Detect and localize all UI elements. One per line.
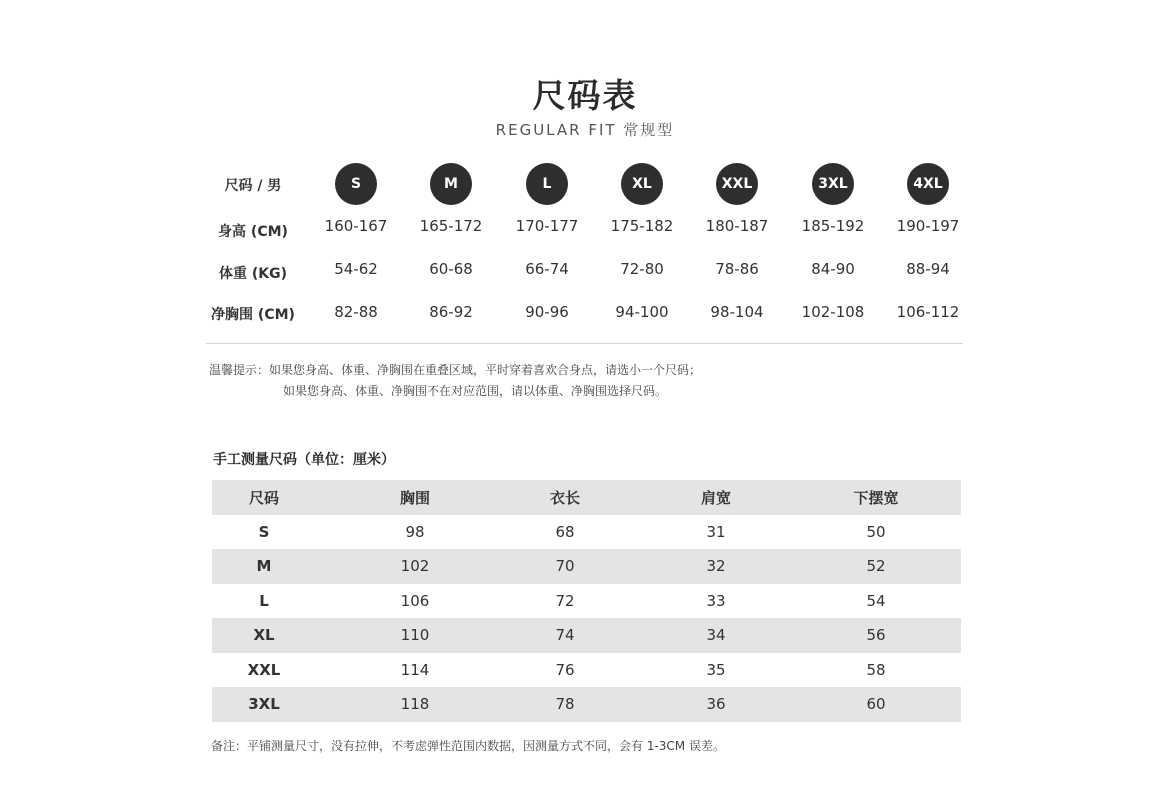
chest-value: 86-92 xyxy=(429,303,473,321)
row-label-chest: 净胸围 (CM) xyxy=(211,307,295,323)
table-header-cell: 下摆宽 xyxy=(853,488,899,507)
chest-value: 102-108 xyxy=(801,303,865,321)
table-cell: M xyxy=(256,557,272,576)
table-row xyxy=(212,549,961,584)
table-cell: 54 xyxy=(866,591,886,610)
page-title: 尺码表 xyxy=(532,76,638,115)
chest-value: 106-112 xyxy=(896,303,960,321)
table-cell: 52 xyxy=(866,557,886,576)
size-badge: XL xyxy=(621,163,663,205)
table-row xyxy=(212,618,961,653)
table-cell: 68 xyxy=(555,522,575,541)
table-row xyxy=(212,687,961,722)
table-cell: 56 xyxy=(866,626,886,645)
row-label-height: 身高 (CM) xyxy=(218,224,288,240)
row-label-weight: 体重 (KG) xyxy=(218,266,287,282)
chest-value: 98-104 xyxy=(710,303,764,321)
weight-value: 66-74 xyxy=(525,260,569,278)
table-cell: 31 xyxy=(706,522,726,541)
chest-value: 82-88 xyxy=(334,303,378,321)
weight-value: 54-62 xyxy=(334,260,378,278)
weight-value: 78-86 xyxy=(715,260,759,278)
height-value: 160-167 xyxy=(324,217,388,235)
table-cell: 60 xyxy=(866,695,886,714)
table-header-cell: 肩宽 xyxy=(700,488,731,507)
table-cell: 33 xyxy=(706,591,726,610)
footnote: 备注：平铺测量尺寸，没有拉伸，不考虑弹性范围内数据，因测量方式不同，会有 1-3CM 误差。 xyxy=(211,739,725,753)
table-cell: S xyxy=(258,522,270,541)
weight-value: 60-68 xyxy=(429,260,473,278)
table-cell: 106 xyxy=(400,591,430,610)
height-value: 175-182 xyxy=(610,217,674,235)
size-header-label: 尺码 / 男 xyxy=(224,178,282,194)
table-cell: 102 xyxy=(400,557,430,576)
table-cell: 32 xyxy=(706,557,726,576)
table-row xyxy=(212,584,961,619)
size-badge: 3XL xyxy=(812,163,854,205)
size-badge: XXL xyxy=(716,163,758,205)
chest-value: 94-100 xyxy=(615,303,669,321)
height-value: 180-187 xyxy=(705,217,769,235)
size-badge: M xyxy=(430,163,472,205)
table-cell: 110 xyxy=(400,626,430,645)
weight-value: 84-90 xyxy=(811,260,855,278)
weight-value: 72-80 xyxy=(620,260,664,278)
table-cell: 76 xyxy=(555,660,575,679)
size-badge: 4XL xyxy=(907,163,949,205)
size-badge: S xyxy=(335,163,377,205)
page-subtitle: REGULAR FIT 常规型 xyxy=(495,121,675,139)
size-badge: L xyxy=(526,163,568,205)
table-cell: XXL xyxy=(247,660,281,679)
table-cell: 72 xyxy=(555,591,575,610)
measure-table-title: 手工测量尺码（单位：厘米） xyxy=(213,452,395,468)
table-cell: XL xyxy=(253,626,275,645)
tip-line-1: 温馨提示：如果您身高、体重、净胸围在重叠区域，平时穿着喜欢合身点，请选小一个尺码； xyxy=(209,363,702,377)
table-row xyxy=(212,653,961,688)
table-cell: 118 xyxy=(400,695,430,714)
weight-value: 88-94 xyxy=(906,260,950,278)
table-cell: 74 xyxy=(555,626,575,645)
table-cell: 58 xyxy=(866,660,886,679)
divider xyxy=(206,343,963,344)
table-cell: 78 xyxy=(555,695,575,714)
table-header-row xyxy=(212,480,961,515)
height-value: 165-172 xyxy=(419,217,483,235)
chest-value: 90-96 xyxy=(525,303,569,321)
table-cell: 98 xyxy=(405,522,425,541)
height-value: 185-192 xyxy=(801,217,865,235)
table-header-cell: 胸围 xyxy=(399,488,430,507)
table-row xyxy=(212,515,961,550)
table-cell: L xyxy=(259,591,269,610)
height-value: 170-177 xyxy=(515,217,579,235)
table-cell: 70 xyxy=(555,557,575,576)
table-header-cell: 衣长 xyxy=(549,488,580,507)
table-cell: 35 xyxy=(706,660,726,679)
table-header-cell: 尺码 xyxy=(248,488,279,507)
table-cell: 50 xyxy=(866,522,886,541)
table-cell: 114 xyxy=(400,660,430,679)
table-cell: 34 xyxy=(706,626,726,645)
height-value: 190-197 xyxy=(896,217,960,235)
tip-line-2: 如果您身高、体重、净胸围不在对应范围，请以体重、净胸围选择尺码。 xyxy=(283,384,668,398)
measure-table xyxy=(212,480,961,722)
table-cell: 36 xyxy=(706,695,726,714)
table-cell: 3XL xyxy=(248,695,280,714)
